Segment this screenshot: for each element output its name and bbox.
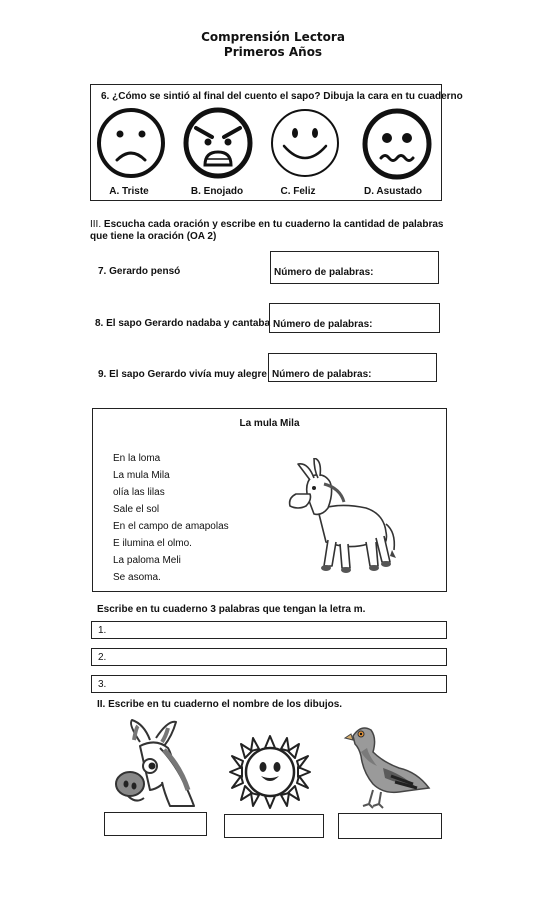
answer-line-label: 3. bbox=[98, 679, 107, 690]
sun-icon bbox=[228, 734, 312, 810]
poem-line: En el campo de amapolas bbox=[113, 521, 229, 532]
angry-face-icon bbox=[183, 107, 253, 179]
answer-line-2[interactable] bbox=[91, 648, 447, 666]
scared-face-icon bbox=[362, 108, 432, 180]
answer-line-1[interactable] bbox=[91, 621, 447, 639]
sad-face-icon bbox=[97, 108, 165, 178]
poem-line: E ilumina el olmo. bbox=[113, 538, 192, 549]
poem-line: En la loma bbox=[113, 453, 161, 464]
sun-name-box[interactable] bbox=[224, 814, 324, 838]
poem-title: La mula Mila bbox=[239, 418, 300, 429]
question-7-text: 7. Gerardo pensó bbox=[98, 266, 181, 277]
question-6-text: 6. ¿Cómo se sintió al final del cuento el sapo? Dibuja la cara en tu cuaderno bbox=[101, 91, 463, 102]
question-8-answer-box bbox=[269, 303, 440, 333]
section-3-text: Escucha cada oración y escribe en tu cuaderno la cantidad de palabras que tiene la oración (OA 2) bbox=[90, 219, 444, 242]
write-task-title: Escribe en tu cuaderno 3 palabras que tengan la letra m. bbox=[97, 604, 366, 615]
pigeon-icon bbox=[343, 722, 431, 810]
answer-line-label: 1. bbox=[98, 625, 107, 636]
question-7-answer-box bbox=[270, 251, 439, 284]
question-8-text: 8. El sapo Gerardo nadaba y cantaba bbox=[95, 318, 271, 329]
option-b-label: B. Enojado bbox=[190, 186, 244, 197]
names-task-title: II. Escribe en tu cuaderno el nombre de los dibujos. bbox=[97, 699, 343, 710]
question-9-box-label: Número de palabras: bbox=[272, 369, 372, 380]
poem-line: La mula Mila bbox=[113, 470, 170, 481]
poem-line: Sale el sol bbox=[113, 504, 160, 515]
pigeon-name-box[interactable] bbox=[338, 813, 442, 839]
option-c-label: C. Feliz bbox=[280, 186, 316, 197]
question-7-box-label: Número de palabras: bbox=[274, 267, 374, 278]
donkey-illustration-icon bbox=[278, 458, 400, 574]
page-subtitle: Primeros Años bbox=[223, 45, 323, 59]
happy-face-icon bbox=[270, 108, 340, 178]
question-9-text: 9. El sapo Gerardo vivía muy alegre bbox=[98, 369, 267, 380]
section-3-prefix: III. bbox=[90, 219, 102, 230]
answer-line-label: 2. bbox=[98, 652, 107, 663]
page-header bbox=[0, 30, 546, 60]
section-3-instruction bbox=[90, 219, 450, 243]
option-a-label: A. Triste bbox=[109, 186, 149, 197]
question-9-answer-box bbox=[268, 353, 437, 382]
poem-line: Se asoma. bbox=[113, 572, 161, 583]
question-8-box-label: Número de palabras: bbox=[273, 319, 373, 330]
donkey-head-icon bbox=[110, 718, 200, 810]
poem-line: olía las lilas bbox=[113, 487, 165, 498]
answer-line-3[interactable] bbox=[91, 675, 447, 693]
option-d-label: D. Asustado bbox=[364, 186, 422, 197]
poem-line: La paloma Meli bbox=[113, 555, 181, 566]
page-title: Comprensión Lectora bbox=[201, 30, 345, 44]
donkey-name-box[interactable] bbox=[104, 812, 207, 836]
